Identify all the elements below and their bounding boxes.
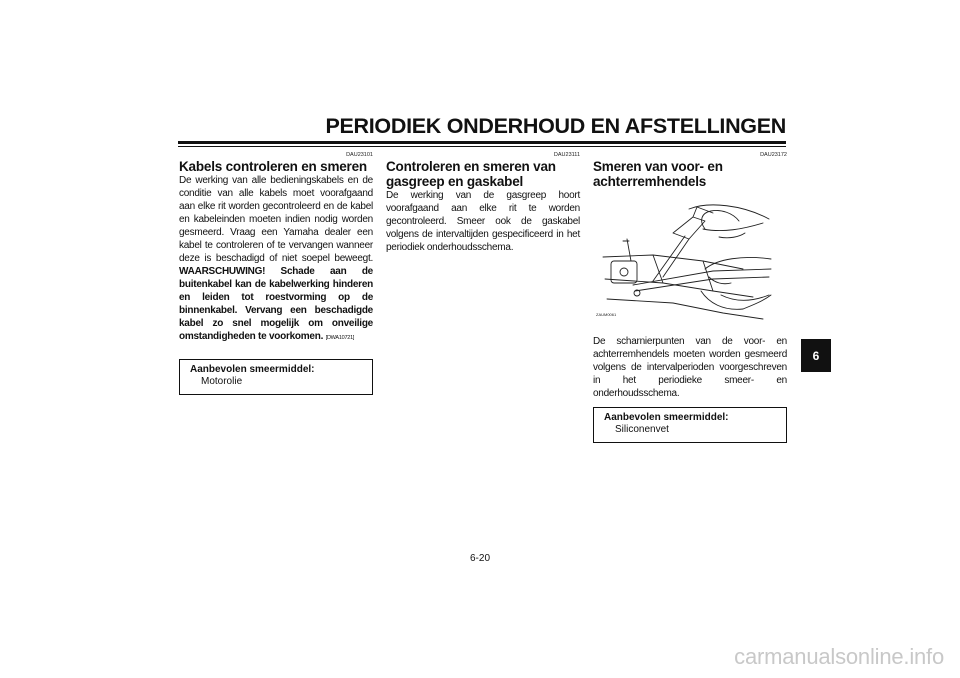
header-rule-thick bbox=[178, 141, 786, 144]
chapter-tab: 6 bbox=[801, 339, 831, 372]
lever-lubrication-illustration bbox=[593, 199, 787, 327]
section-heading: Kabels controleren en smeren bbox=[179, 159, 367, 174]
warning-text: WAARSCHUWING! Schade aan de buitenkabel kan de kabelwerking hinderen en leiden tot roestvorming op de binnenkabel. Vervang een beschadigde kabel zo snel mogelijk om onveilige omstandigheden te voorkomen. bbox=[179, 266, 373, 342]
header-rule-thin bbox=[178, 146, 786, 147]
lubricant-value: Motorolie bbox=[201, 376, 243, 387]
page-number: 6-20 bbox=[469, 553, 490, 564]
page-title: PERIODIEK ONDERHOUD EN AFSTELLINGEN bbox=[325, 114, 786, 138]
section-throttle bbox=[386, 152, 580, 254]
section-heading: Smeren van voor- en achterremhendels bbox=[593, 159, 723, 189]
warning-code: [DWA10721] bbox=[325, 335, 355, 341]
lubricant-box bbox=[593, 407, 787, 443]
lubricant-box bbox=[179, 359, 373, 395]
section-code: DAU23111 bbox=[553, 152, 580, 158]
lubricant-label: Aanbevolen smeermiddel: bbox=[604, 412, 729, 423]
body-text: De werking van alle bedieningskabels en de conditie van alle kabels moet voorafgaand aan elke rit worden gecontroleerd en de kabel en kabeleinden moeten indien nodig worden gesmeerd. Vraag een Yamaha dealer een kabel te controleren of te vervangen wanneer deze is beschadigd of niet soepel beweegt. bbox=[179, 175, 373, 264]
watermark: carmanualsonline.info bbox=[734, 644, 944, 669]
section-heading: Controleren en smeren van gasgreep en gaskabel bbox=[386, 159, 556, 189]
section-code: DAU23101 bbox=[346, 152, 373, 158]
section-code: DAU23172 bbox=[760, 152, 787, 158]
lubricant-label: Aanbevolen smeermiddel: bbox=[190, 364, 315, 375]
lubricant-value: Siliconenvet bbox=[615, 424, 669, 435]
section-body bbox=[179, 174, 373, 345]
section-cables bbox=[179, 152, 373, 395]
page-header bbox=[178, 114, 786, 148]
section-body: De scharnierpunten van de voor- en achterremhendels moeten worden gesmeerd volgens de intervalperioden voorgeschreven in het periodieke smeer- en onderhoudsschema. bbox=[593, 336, 787, 399]
figure-code: ZAUM0061 bbox=[596, 312, 617, 317]
section-brake-levers bbox=[593, 152, 787, 443]
section-body: De werking van de gasgreep hoort voorafgaand aan elke rit te worden gecontroleerd. Smeer ook de gaskabel volgens de intervaltijden gespecificeerd in het periodiek onderhoudsschema. bbox=[386, 190, 580, 253]
